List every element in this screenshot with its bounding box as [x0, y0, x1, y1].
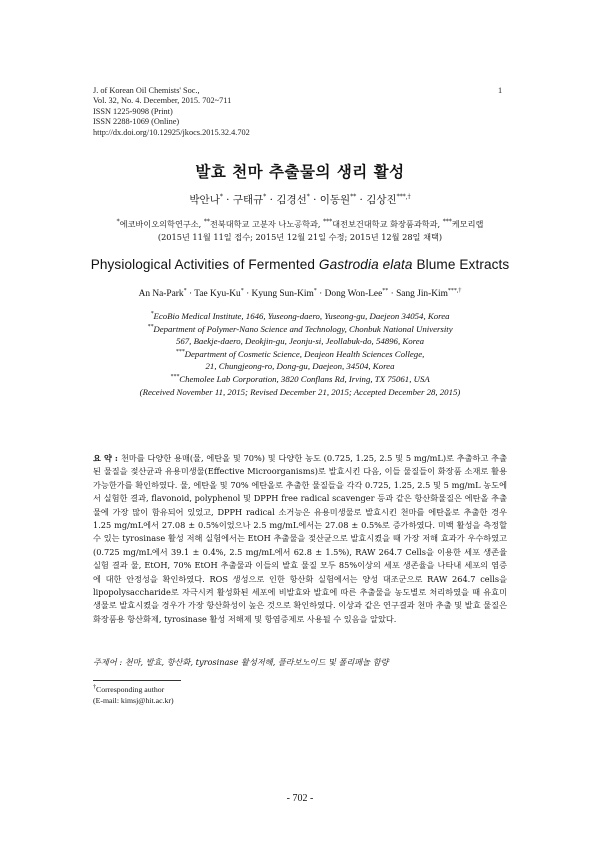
species-name: Gastrodia elata: [318, 257, 413, 272]
affil-mark: **: [147, 323, 154, 330]
author-mark: **: [350, 193, 357, 201]
affil-mark: ***: [175, 348, 185, 355]
affil-text: 21, Chungjeong-ro, Dong-gu, Daejeon, 34504, Korea: [205, 361, 395, 372]
korean-affiliations: [0, 218, 600, 244]
affil-org: 케모리랩: [451, 219, 484, 229]
affiliation-line: [0, 335, 600, 348]
footnote-mark: †: [93, 684, 96, 691]
affil-mark: ***: [442, 218, 452, 226]
english-affiliations: [0, 310, 600, 398]
affiliation-line: [0, 373, 600, 386]
affil-text: Chemolee Lab Corporation, 3820 Conflans Rd, Irving, TX 75061, USA: [179, 373, 430, 384]
abstract-label: 요 약 :: [93, 453, 121, 463]
affiliation-line: [0, 218, 600, 231]
author-separator: ·: [388, 289, 397, 299]
author-separator: ·: [243, 289, 252, 299]
affil-text: 567, Baekje-daero, Deokjin-gu, Jeonju-si, Jeollabuk-do, 54896, Korea: [175, 336, 425, 347]
author-mark: *: [219, 193, 223, 201]
journal-header: [93, 86, 250, 138]
journal-volume: Vol. 32, No. 4. December, 2015. 702~711: [93, 96, 232, 106]
author-mark: ***,†: [396, 193, 411, 201]
english-title: [0, 257, 600, 272]
author-name: 구태규: [232, 194, 264, 206]
author-mark: *: [183, 287, 187, 294]
affil-org: 대전보건대학교 화장품과학과,: [332, 219, 443, 229]
affiliation-line: [0, 348, 600, 361]
korean-title: 발효 천마 추출물의 생리 활성: [195, 162, 405, 181]
author-mark: *: [240, 287, 244, 294]
footnote-divider: [93, 680, 181, 681]
abstract: [93, 452, 507, 626]
affiliation-line: [0, 360, 600, 373]
abstract-text: 천마를 다양한 용매(물, 에탄올 및 70%) 및 다양한 농도 (0.725, 1.25, 2.5 및 5 mg/mL)로 추출하고 추출된 물질을 젖산균과 유용미생물(Effective Microorganisms)로 발효시킨 다음, 이들 물질들이 화장품 소재로 활용 가능한가를 확인하였다. 물, 에탄올 및 70% 에탄올로 추출한 물질들을 각각 0.725, 1.25, 2.5 및 5 mg/mL 농도에서 실험한 결과, flavonoid, polyphenol 및 DPPH free radical scavenger 등과 같은 항산화물질은 에탄올 추출물에 가장 많이 함유되어 있었고, DPPH radical 소거능은 유용미생물로 발효시킨 천마를 에탄올로 추출한 경우 1.25 mg/mL에서 27.08 ± 0.5%이었으나 2.5 mg/mL에서는 27.08 ± 0.5%로 증가하였다. 미백 활성을 측정할 수 있는 tyrosinase 활성 저해 실험에서는 EtOH 추출물을 젖산균으로 발효시켰을 때 가장 저해 효과가 우수하였고(0.725 mg/mL에서 39.1 ± 0.4%, 2.5 mg/mL에서 62.8 ± 1.5%), RAW 264.7 Cells을 이용한 세포 생존율 실험 결과 물, EtOH, 70% EtOH 추출물과 이들의 발효 물질 모두 85%이상의 세포 생존율을 나타내 세포의 염증에 대한 안정성을 확인하였다. ROS 생성으로 인한 항산화 실험에서는 양성 대조군으로 RAW 264.7 cells을 lipopolysaccharide로 자극시켜 활성화된 세포에 비발효와 발효에 따른 추출물을 농도별로 처리하였을 때 유효미생물로 발효시켰을 경우가 가장 항산화성이 높은 것으로 확인하였다. 이상과 같은 연구결과 천마 추출 및 발효 물질은 화장품용 항산화제, tyrosinase 활성 저해제 및 항염증제로 사용될 수 있음을 알았다.: [93, 453, 507, 624]
header-page-number: 1: [498, 86, 503, 95]
author-separator: ·: [266, 194, 277, 206]
issn-print: ISSN 1225-9098 (Print): [93, 106, 173, 116]
affil-text: Department of Polymer-Nano Science and Technology, Chonbuk National University: [153, 323, 453, 334]
affiliation-line: [0, 310, 600, 323]
korean-authors: [0, 192, 600, 207]
author-name: Tae Kyu-Ku: [194, 289, 241, 299]
author-separator: ·: [356, 194, 367, 206]
author-mark: *: [313, 287, 317, 294]
author-name: Dong Won-Lee: [324, 289, 383, 299]
affil-mark: *: [150, 311, 154, 318]
footnote-line: [93, 684, 174, 695]
english-title-part: Blume Extracts: [412, 257, 510, 272]
author-name: 김상진: [366, 194, 397, 206]
doi-link[interactable]: http://dx.doi.org/10.12925/jkocs.2015.32.4.702: [93, 127, 250, 137]
author-mark: *: [263, 193, 267, 201]
author-name: An Na-Park: [138, 289, 184, 299]
english-dates: [0, 386, 600, 399]
author-name: Sang Jin-Kim: [396, 289, 448, 299]
keywords: 주제어 : 천마, 발효, 항산화, tyrosinase 활성저해, 플라보노이드 및 폴리페놀 함량: [93, 657, 389, 667]
author-mark: ***,†: [447, 287, 462, 294]
english-authors: [0, 289, 600, 299]
issn-online: ISSN 2288-1069 (Online): [93, 117, 180, 127]
author-name: 김경선: [276, 194, 307, 206]
footnote-email: (E-mail: kimsj@hit.ac.kr): [93, 696, 174, 705]
affil-mark: **: [203, 218, 210, 226]
affil-mark: *: [116, 218, 120, 226]
author-mark: **: [382, 287, 389, 294]
affil-text: Department of Cosmetic Science, Deajeon Health Sciences College,: [184, 348, 425, 359]
affil-org: 전북대학교 고분자 나노공학과,: [209, 219, 324, 229]
author-separator: ·: [309, 194, 320, 206]
affil-mark: ***: [323, 218, 333, 226]
journal-name: J. of Korean Oil Chemists' Soc.,: [93, 86, 200, 95]
affil-text: EcoBio Medical Institute, 1646, Yuseong-daero, Yuseong-gu, Daejeon 34054, Korea: [153, 311, 450, 321]
footnote-text: Corresponding author: [96, 685, 165, 694]
affil-org: 에코바이오의학연구소,: [119, 219, 204, 229]
affil-text: (Received November 11, 2015; Revised December 21, 2015; Accepted December 28, 2015): [139, 386, 461, 397]
author-mark: *: [306, 193, 310, 201]
author-separator: ·: [186, 289, 195, 299]
korean-dates: (2015년 11월 11일 접수; 2015년 12월 21일 수정; 2015년 12월 28일 채택): [157, 232, 443, 242]
author-separator: ·: [316, 289, 325, 299]
author-name: 박안나: [189, 194, 220, 206]
author-name: Kyung Sun-Kim: [251, 289, 314, 299]
affiliation-line: [0, 323, 600, 336]
footnote: [93, 684, 174, 706]
author-name: 이동원: [319, 194, 351, 206]
english-title-part: Physiological Activities of Fermented: [90, 257, 319, 272]
footer-page-number: - 702 -: [286, 793, 314, 804]
author-separator: ·: [222, 194, 233, 206]
affil-mark: ***: [170, 374, 180, 381]
